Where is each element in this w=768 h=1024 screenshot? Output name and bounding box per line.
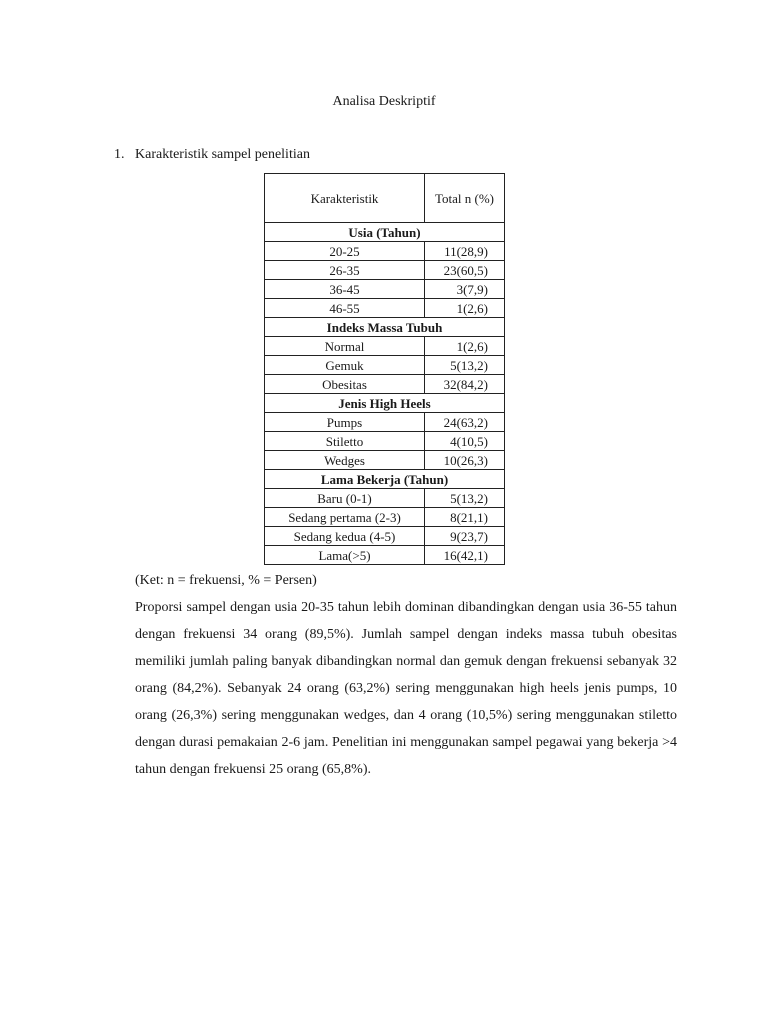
row-value: 24(63,2) [425,413,505,432]
table-row [265,261,505,280]
table-row [265,413,505,432]
table-row [265,527,505,546]
row-value: 8(21,1) [425,508,505,527]
row-label: Normal [265,337,425,356]
table-row [265,489,505,508]
section-number: 1. [114,147,125,162]
row-label: 46-55 [265,299,425,318]
row-value: 16(42,1) [425,546,505,565]
row-label: Sedang pertama (2-3) [265,508,425,527]
table-group-row [265,394,505,413]
section-heading-text: Karakteristik sampel penelitian [135,147,310,162]
row-value: 32(84,2) [425,375,505,394]
table-row [265,356,505,375]
table-row [265,242,505,261]
table-row [265,299,505,318]
row-value: 1(2,6) [425,299,505,318]
characteristics-table [264,173,505,565]
table-group-row [265,318,505,337]
section-heading [114,146,310,164]
table-header-row [265,174,505,223]
row-value: 10(26,3) [425,451,505,470]
row-label: Lama(>5) [265,546,425,565]
group-title-lama-bekerja: Lama Bekerja (Tahun) [265,470,505,489]
row-label: 26-35 [265,261,425,280]
table-group-row [265,470,505,489]
row-value: 4(10,5) [425,432,505,451]
row-label: Stiletto [265,432,425,451]
row-value: 9(23,7) [425,527,505,546]
table-row [265,337,505,356]
row-label: Sedang kedua (4-5) [265,527,425,546]
body-paragraph: Proporsi sampel dengan usia 20-35 tahun lebih dominan dibandingkan dengan usia 36-55 tahun dengan frekuensi 34 orang (89,5%). Jumlah sampel dengan indeks massa tubuh obesitas memiliki jumlah paling banyak dibandingkan normal dan gemuk dengan frekuensi sebanyak 32 orang (84,2%). Sebanyak 24 orang (63,2%) sering menggunakan high heels jenis pumps, 10 orang (26,3%) sering menggunakan wedges, dan 4 orang (10,5%) sering menggunakan stiletto dengan durasi pemakaian 2-6 jam. Penelitian ini menggunakan sampel pegawai yang bekerja >4 tahun dengan frekuensi 25 orang (65,8%). [135,600,677,777]
row-label: Pumps [265,413,425,432]
table-row [265,280,505,299]
table-row [265,546,505,565]
row-label: Baru (0-1) [265,489,425,508]
row-value: 1(2,6) [425,337,505,356]
table-row [265,432,505,451]
row-label: Obesitas [265,375,425,394]
row-value: 5(13,2) [425,489,505,508]
row-value: 3(7,9) [425,280,505,299]
table-group-row [265,223,505,242]
row-label: Gemuk [265,356,425,375]
group-title-imt: Indeks Massa Tubuh [265,318,505,337]
group-title-high-heels: Jenis High Heels [265,394,505,413]
row-label: 36-45 [265,280,425,299]
table-row [265,451,505,470]
row-label: 20-25 [265,242,425,261]
row-value: 23(60,5) [425,261,505,280]
row-value: 5(13,2) [425,356,505,375]
table-row [265,508,505,527]
header-total: Total n (%) [425,174,505,223]
header-karakteristik: Karakteristik [265,174,425,223]
page-title: Analisa Deskriptif [332,94,436,109]
table-note: (Ket: n = frekuensi, % = Persen) [135,573,317,588]
group-title-usia: Usia (Tahun) [265,223,505,242]
row-label: Wedges [265,451,425,470]
table-row [265,375,505,394]
row-value: 11(28,9) [425,242,505,261]
